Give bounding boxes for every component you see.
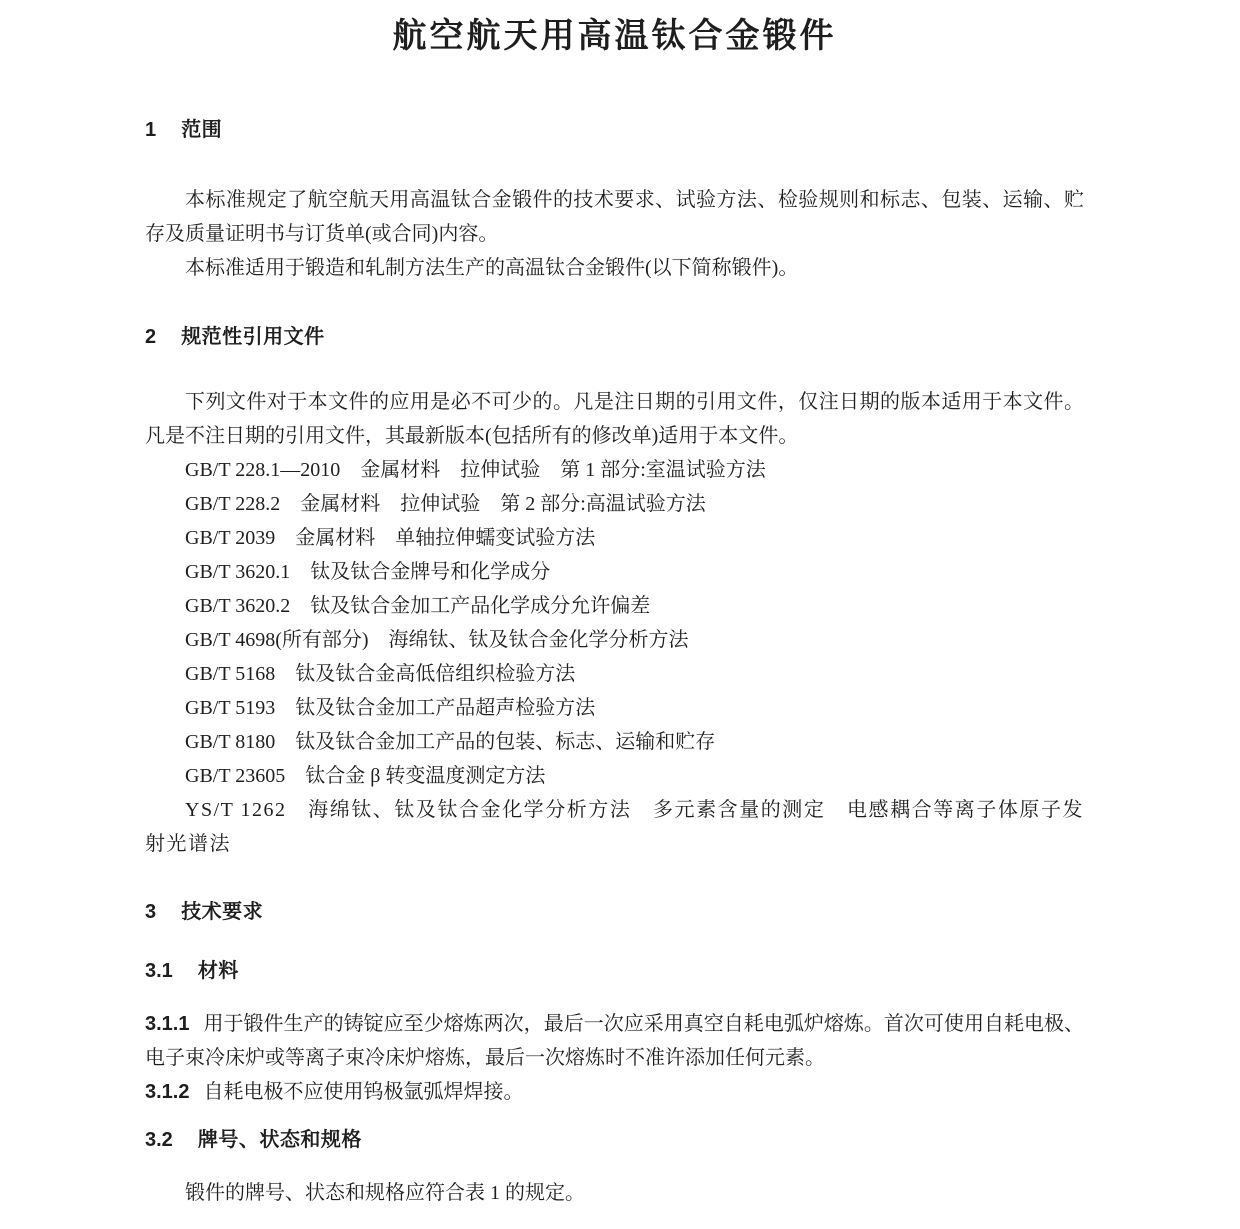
references-list bbox=[145, 453, 1084, 861]
reference-item: GB/T 23605 钛合金 β 转变温度测定方法 bbox=[185, 765, 546, 787]
section-3-2-heading bbox=[145, 1127, 1084, 1153]
section-1-number: 1 bbox=[145, 119, 157, 141]
reference-item: GB/T 3620.2 钛及钛合金加工产品化学成分允许偏差 bbox=[185, 595, 651, 617]
clause-3-1-1-number: 3.1.1 bbox=[145, 1013, 190, 1035]
document-title: 航空航天用高温钛合金锻件 bbox=[392, 17, 837, 55]
clause-3-1-2-text: 自耗电极不应使用钨极氩弧焊焊接。 bbox=[203, 1081, 524, 1103]
reference-item: GB/T 5193 钛及钛合金加工产品超声检验方法 bbox=[185, 697, 596, 719]
section-3-heading bbox=[145, 899, 1084, 925]
clause-3-1-1-text: 用于锻件生产的铸锭应至少熔炼两次，最后一次应采用真空自耗电弧炉熔炼。首次可使用自耗电极、电子束冷床炉或等离子束冷床炉熔炼，最后一次熔炼时不准许添加任何元素。 bbox=[145, 1013, 1084, 1069]
section-3-1-heading bbox=[145, 958, 1084, 984]
scope-paragraph-2: 本标准适用于锻造和轧制方法生产的高温钛合金锻件(以下简称锻件)。 bbox=[185, 257, 799, 279]
section-3-2-number: 3.2 bbox=[145, 1129, 173, 1151]
clause-3-1-2-number: 3.1.2 bbox=[145, 1081, 190, 1103]
clause-3-1-1 bbox=[145, 1007, 1084, 1075]
reference-item: GB/T 228.1—2010 金属材料 拉伸试验 第 1 部分:室温试验方法 bbox=[185, 459, 766, 481]
section-1-title: 范围 bbox=[181, 119, 223, 141]
section-2-number: 2 bbox=[145, 326, 157, 348]
clause-3-1-2 bbox=[145, 1075, 1084, 1109]
section-2-title: 规范性引用文件 bbox=[181, 326, 325, 348]
reference-item: GB/T 4698(所有部分) 海绵钛、钛及钛合金化学分析方法 bbox=[185, 629, 689, 651]
references-intro: 下列文件对于本文件的应用是必不可少的。凡是注日期的引用文件，仅注日期的版本适用于本文件。凡是不注日期的引用文件，其最新版本(包括所有的修改单)适用于本文件。 bbox=[145, 391, 1084, 447]
reference-item: GB/T 8180 钛及钛合金加工产品的包装、标志、运输和贮存 bbox=[185, 731, 716, 753]
reference-item: YS/T 1262 海绵钛、钛及钛合金化学分析方法 多元素含量的测定 电感耦合等离子体原子发射光谱法 bbox=[145, 799, 1084, 855]
section-1-heading bbox=[145, 117, 1084, 143]
section-3-1-title: 材料 bbox=[197, 960, 239, 982]
reference-item: GB/T 228.2 金属材料 拉伸试验 第 2 部分:高温试验方法 bbox=[185, 493, 706, 515]
reference-item: GB/T 3620.1 钛及钛合金牌号和化学成分 bbox=[185, 561, 551, 583]
reference-item: GB/T 5168 钛及钛合金高低倍组织检验方法 bbox=[185, 663, 576, 685]
grade-paragraph: 锻件的牌号、状态和规格应符合表 1 的规定。 bbox=[185, 1182, 585, 1204]
section-3-number: 3 bbox=[145, 901, 157, 923]
section-3-1-number: 3.1 bbox=[145, 960, 173, 982]
section-2-heading bbox=[145, 324, 1084, 350]
reference-item: GB/T 2039 金属材料 单轴拉伸蠕变试验方法 bbox=[185, 527, 596, 549]
section-3-title: 技术要求 bbox=[181, 901, 264, 923]
scope-paragraph-1: 本标准规定了航空航天用高温钛合金锻件的技术要求、试验方法、检验规则和标志、包装、运输、贮存及质量证明书与订货单(或合同)内容。 bbox=[145, 189, 1084, 245]
section-3-2-title: 牌号、状态和规格 bbox=[197, 1129, 362, 1151]
